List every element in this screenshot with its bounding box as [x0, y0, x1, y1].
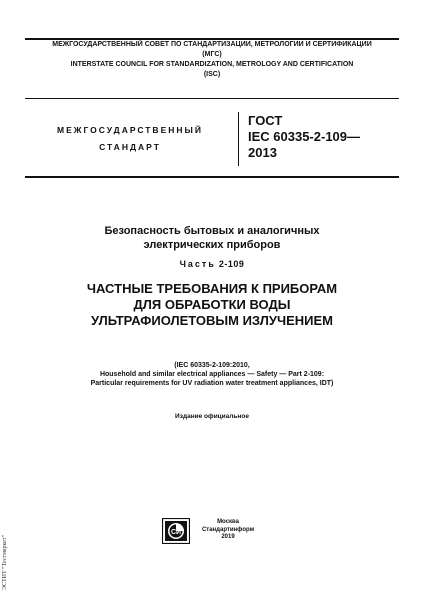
part-designation: [30, 259, 394, 269]
publisher-year: 2019: [221, 534, 235, 540]
title-general-line2: электрических приборов: [143, 239, 281, 251]
standard-kind-line1: МЕЖГОСУДАРСТВЕННЫЙ: [57, 125, 203, 135]
designation-bottom-rule: [25, 176, 399, 178]
header-bottom-rule: [25, 98, 399, 99]
council-header: [20, 40, 404, 80]
council-name-ru: МЕЖГОСУДАРСТВЕННЫЙ СОВЕТ ПО СТАНДАРТИЗАЦИИ, МЕТРОЛОГИИ И СЕРТИФИКАЦИИ: [52, 41, 372, 48]
title-specific-line2: ДЛЯ ОБРАБОТКИ ВОДЫ: [133, 297, 291, 312]
part-number: 2-109: [218, 259, 245, 269]
designation-prefix: ГОСТ: [248, 113, 283, 128]
standard-designation: [248, 113, 360, 161]
edition-label: Издание официальное: [175, 413, 249, 420]
standard-kind: [40, 122, 220, 156]
standartinform-logo-icon: [162, 518, 190, 544]
standard-kind-line2: СТАНДАРТ: [99, 142, 161, 152]
publisher-name: Стандартинформ: [201, 526, 255, 533]
part-word: Часть: [179, 259, 216, 269]
title-specific-line1: ЧАСТНЫЕ ТРЕБОВАНИЯ К ПРИБОРАМ: [86, 281, 338, 296]
iec-reference: [20, 361, 404, 388]
council-abbr-ru: (МГС): [202, 51, 222, 58]
designation-number: IEC 60335-2-109—: [248, 129, 361, 144]
side-stamp-text: ЭСТИТ "Тестмаркет": [2, 534, 8, 590]
iec-reference-line2: Household and similar electrical appliances — Safety — Part 2-109:: [99, 371, 325, 378]
title-general-line1: Безопасность бытовых и аналогичных: [104, 225, 320, 237]
document-title: [30, 224, 394, 329]
publisher-city: Москва: [217, 519, 239, 525]
side-stamp: [2, 520, 12, 590]
designation-divider: [238, 112, 239, 166]
publisher-block: [198, 519, 258, 542]
svg-text:СИ: СИ: [170, 529, 182, 536]
council-name-en: INTERSTATE COUNCIL FOR STANDARDIZATION, METROLOGY AND CERTIFICATION: [70, 61, 354, 68]
iec-reference-line1: (IEC 60335-2-109:2010,: [174, 362, 250, 369]
council-abbr-en: (ISC): [203, 71, 221, 78]
title-general: [30, 224, 394, 252]
title-specific-line3: УЛЬТРАФИОЛЕТОВЫМ ИЗЛУЧЕНИЕМ: [91, 313, 333, 328]
designation-year: 2013: [248, 145, 277, 160]
title-specific: [30, 281, 394, 329]
iec-reference-line3: Particular requirements for UV radiation water treatment appliances, IDT): [90, 380, 334, 387]
